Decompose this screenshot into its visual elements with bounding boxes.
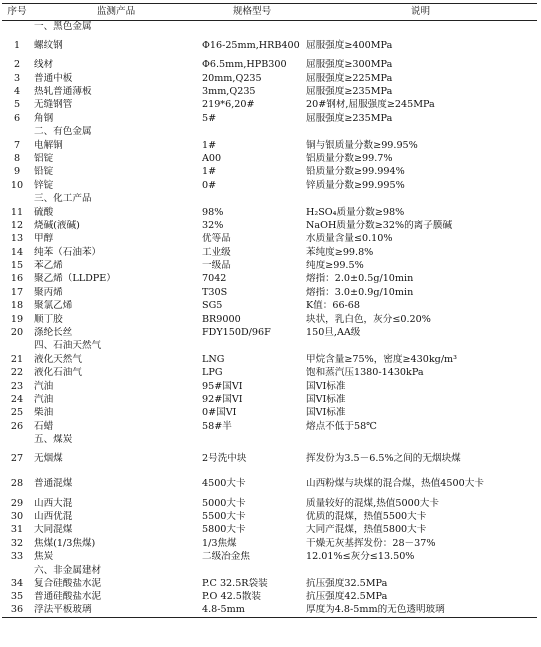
table-row [2,420,537,433]
table-row [2,179,537,192]
spec-model: 58#半 [202,420,232,432]
product-name: 石蜡 [34,420,54,432]
description: 铅质量分数≥99.994% [306,166,405,178]
category-row [2,340,537,353]
header-desc: 说明 [304,4,537,21]
description: 熔指：2.0±0.5g/10min [306,273,414,285]
category-label: 二、有色金属 [34,126,92,138]
table-row [2,246,537,259]
row-no: 23 [10,380,24,392]
product-name: 汽油 [34,380,54,392]
table-row [2,72,537,85]
spec-model: 1# [202,166,217,178]
description: K值：66-68 [306,300,361,312]
product-name: 聚乙烯（LLDPE） [34,273,116,285]
table-row [2,497,537,510]
description: NaOH质量分数≥32%的离子膜碱 [306,219,453,231]
spec-model: T30S [202,286,228,298]
description: 屈服强度≥225MPa [306,72,393,84]
description: 屈服强度≥235MPa [306,86,393,97]
spec-model: 4500大卡 [202,478,246,490]
row-no: 26 [10,420,24,432]
table-row [2,260,537,273]
description: 块状，乳白色，灰分≤0.20% [306,313,431,325]
table-row [2,447,537,472]
spec-model: 32% [202,219,224,231]
category-row [2,126,537,139]
product-name: 焦煤(1/3焦煤) [34,537,96,549]
table-row [2,233,537,246]
product-name: 铅锭 [34,166,54,178]
spec-model: 一级品 [202,260,231,272]
row-spec [200,340,304,353]
row-no: 34 [10,577,24,589]
product-name: 浮法平板玻璃 [32,604,200,617]
category-label: 一、黑色金属 [34,21,92,33]
description: H₂SO₄质量分数≥98% [306,206,405,218]
description: 铝质量分数≥99.7% [306,152,393,164]
table-row [2,394,537,407]
description: 优质的混煤，热值5500大卡 [306,510,427,522]
product-name: 聚丙烯 [34,286,63,298]
product-name: 聚氯乙烯 [34,300,73,312]
row-no: 36 [2,604,32,617]
row-spec [200,434,304,447]
row-spec [200,564,304,577]
row-no: 22 [10,367,24,379]
category-label: 三、化工产品 [34,193,92,205]
description: 苯纯度≥99.8% [306,246,374,258]
row-no [2,340,32,353]
row-no: 6 [13,112,21,124]
description: 150旦,AA级 [306,327,361,339]
header-no: 序号 [2,4,32,21]
row-desc [304,340,537,353]
spec-model: Φ6.5mm,HPB300 [202,59,287,71]
row-desc [304,564,537,577]
product-name: 苯乙烯 [34,260,63,272]
table-header [2,4,537,21]
row-no: 5 [13,99,21,111]
description: 屈服强度≥400MPa [306,40,393,52]
row-no: 2 [13,59,21,71]
table-row [2,313,537,326]
row-no: 29 [10,497,24,509]
spec-model: 4.8-5mm [200,604,304,617]
row-desc [304,434,537,447]
spec-model: 7042 [202,273,227,285]
product-table [2,3,537,618]
product-name: 烧碱(液碱) [34,219,80,231]
table-row [2,99,537,112]
row-no: 25 [10,407,24,419]
product-name: 普通混煤 [34,478,73,490]
row-no: 20 [10,327,24,339]
description: 大同产混煤，热值5800大卡 [306,524,427,536]
row-no: 10 [10,179,24,191]
product-name: 无烟煤 [34,453,63,465]
spec-model: 优等品 [202,233,231,245]
spec-model: P.C 32.5R袋装 [202,577,268,589]
table-row [2,578,537,591]
row-no: 12 [10,219,24,231]
spec-model: FDY150D/96F [202,327,271,339]
spec-model: A00 [202,152,222,164]
product-name: 山西大混 [34,497,73,509]
spec-model: BR9000 [202,313,241,325]
row-no: 13 [10,233,24,245]
table-row [2,511,537,524]
product-name: 甲醇 [34,233,54,245]
row-no: 3 [13,72,21,84]
spec-model: P.O 42.5散装 [202,591,262,603]
description: 纯度≥99.5% [306,260,364,272]
product-name: 电解铜 [34,139,63,151]
description: 20#钢材,屈服强度≥245MPa [306,99,435,111]
product-name: 纯苯（石油苯） [34,246,102,258]
row-no: 17 [10,286,24,298]
table-row [2,112,537,125]
spec-model: LNG [202,353,225,365]
table-row [2,153,537,166]
spec-model: 95#国VI [202,380,243,392]
header-spec: 规格型号 [200,4,304,21]
row-desc [304,126,537,139]
product-name: 柴油 [34,407,54,419]
category-row [2,434,537,447]
category-label: 四、石油天然气 [34,340,102,352]
row-no: 14 [10,246,24,258]
table-row [2,472,537,497]
spec-model: Φ16-25mm,HRB400 [202,40,300,52]
row-no: 18 [10,300,24,312]
table-body [2,21,537,618]
product-name: 汽油 [34,393,54,405]
product-name: 复合硅酸盐水泥 [34,577,102,589]
product-name: 热轧普通薄板 [34,86,92,97]
row-no [2,434,32,447]
row-no: 9 [13,166,21,178]
table-row [2,353,537,366]
table-row [2,220,537,233]
product-name: 液化天然气 [34,353,82,365]
spec-model: 5500大卡 [202,510,246,522]
description: 抗压强度42.5MPa [306,591,388,603]
table-row [2,367,537,380]
spec-model: LPG [202,367,223,379]
product-name: 山西优混 [34,510,73,522]
row-no: 35 [10,591,24,603]
row-desc [304,21,537,34]
spec-model: 5800大卡 [202,524,246,536]
spec-model: 98% [202,206,224,218]
table-row [2,604,537,617]
table-row [2,166,537,179]
table-row [2,59,537,72]
description: 铜与银质量分数≥99.95% [306,139,418,151]
row-no: 16 [10,273,24,285]
description: 熔点不低于58℃ [306,420,377,432]
product-name: 液化石油气 [34,367,82,379]
product-name: 铝锭 [34,152,54,164]
row-no: 28 [10,478,24,490]
product-name: 顺丁胶 [34,313,63,325]
row-spec [200,21,304,34]
table-row [2,407,537,420]
table-row [2,300,537,313]
spec-model: 工业级 [202,246,231,258]
description: 山西粉煤与块煤的混合煤，热值4500大卡 [306,478,484,490]
spec-model: SG5 [202,300,223,312]
description: 饱和蒸汽压1380-1430kPa [306,367,424,379]
description: 锌质量分数≥99.995% [306,179,405,191]
row-no: 30 [10,510,24,522]
description: 挥发份为3.5－6.5%之间的无烟块煤 [306,453,461,465]
row-spec [200,126,304,139]
spec-model: 3mm,Q235 [202,86,256,97]
header-row [2,4,537,21]
row-no [2,193,32,206]
row-no: 33 [10,551,24,563]
product-name: 线材 [34,59,54,71]
product-name: 普通硅酸盐水泥 [34,591,102,603]
row-no [2,126,32,139]
table-row [2,380,537,393]
row-no: 19 [10,313,24,325]
table-row [2,34,537,59]
description: 干燥无灰基挥发份：28－37% [306,537,436,549]
spec-model: 219*6,20# [202,99,255,111]
description: 国VI标准 [306,393,346,405]
product-name: 涤纶长丝 [34,327,73,339]
category-row [2,564,537,577]
description: 抗压强度32.5MPa [306,577,388,589]
table-row [2,86,537,99]
header-product: 监测产品 [32,4,200,21]
row-no: 15 [10,260,24,272]
spec-model: 0# [202,179,217,191]
category-label: 六、非金属建材 [34,564,102,576]
description: 水质量含量≤0.10% [306,233,393,245]
row-no: 24 [10,393,24,405]
table-row [2,591,537,604]
table-row [2,273,537,286]
row-desc [304,193,537,206]
description: 12.01%≤灰分≤13.50% [306,551,415,563]
table-row [2,537,537,550]
table-row [2,206,537,219]
description: 国VI标准 [306,407,346,419]
category-label: 五、煤炭 [34,434,73,446]
product-name: 角钢 [34,112,54,124]
category-row [2,193,537,206]
spec-model: 二级冶金焦 [202,551,250,563]
row-no: 8 [13,152,21,164]
spec-model: 0#国VI [202,407,237,419]
product-name: 无缝钢管 [34,99,73,111]
row-no: 7 [13,139,21,151]
description: 熔指：3.0±0.9g/10min [306,286,414,298]
category-row [2,21,537,34]
spec-model: 1# [202,139,217,151]
row-no: 4 [13,86,21,97]
row-spec [200,193,304,206]
spec-model: 1/3焦煤 [202,537,237,549]
description: 质量较好的混煤,热值5000大卡 [306,497,439,509]
description: 国VI标准 [306,380,346,392]
table-row [2,551,537,564]
description: 屈服强度≥235MPa [306,112,393,124]
description: 屈服强度≥300MPa [306,59,393,71]
table-row [2,524,537,537]
product-name: 焦炭 [34,551,54,563]
product-name: 普通中板 [34,72,73,84]
description: 厚度为4.8-5mm的无色透明玻璃 [304,604,537,617]
product-name: 大同混煤 [34,524,73,536]
row-no [2,21,32,34]
description: 甲烷含量≥75%，密度≥430kg/m³ [306,353,457,365]
row-no: 27 [10,453,24,465]
product-name: 锌锭 [34,179,54,191]
product-name: 螺纹钢 [34,40,63,52]
row-no: 32 [10,537,24,549]
row-no [2,564,32,577]
spec-model: 2号洗中块 [202,453,247,465]
table-row [2,327,537,340]
spec-model: 92#国VI [202,393,243,405]
row-no: 11 [10,206,24,218]
table-row [2,139,537,152]
table-row [2,287,537,300]
row-no: 21 [10,353,24,365]
spec-model: 5000大卡 [202,497,246,509]
row-no: 31 [10,524,24,536]
spec-model: 5# [202,112,217,124]
spec-model: 20mm,Q235 [202,72,262,84]
row-no: 1 [13,40,21,52]
product-name: 硫酸 [34,206,54,218]
